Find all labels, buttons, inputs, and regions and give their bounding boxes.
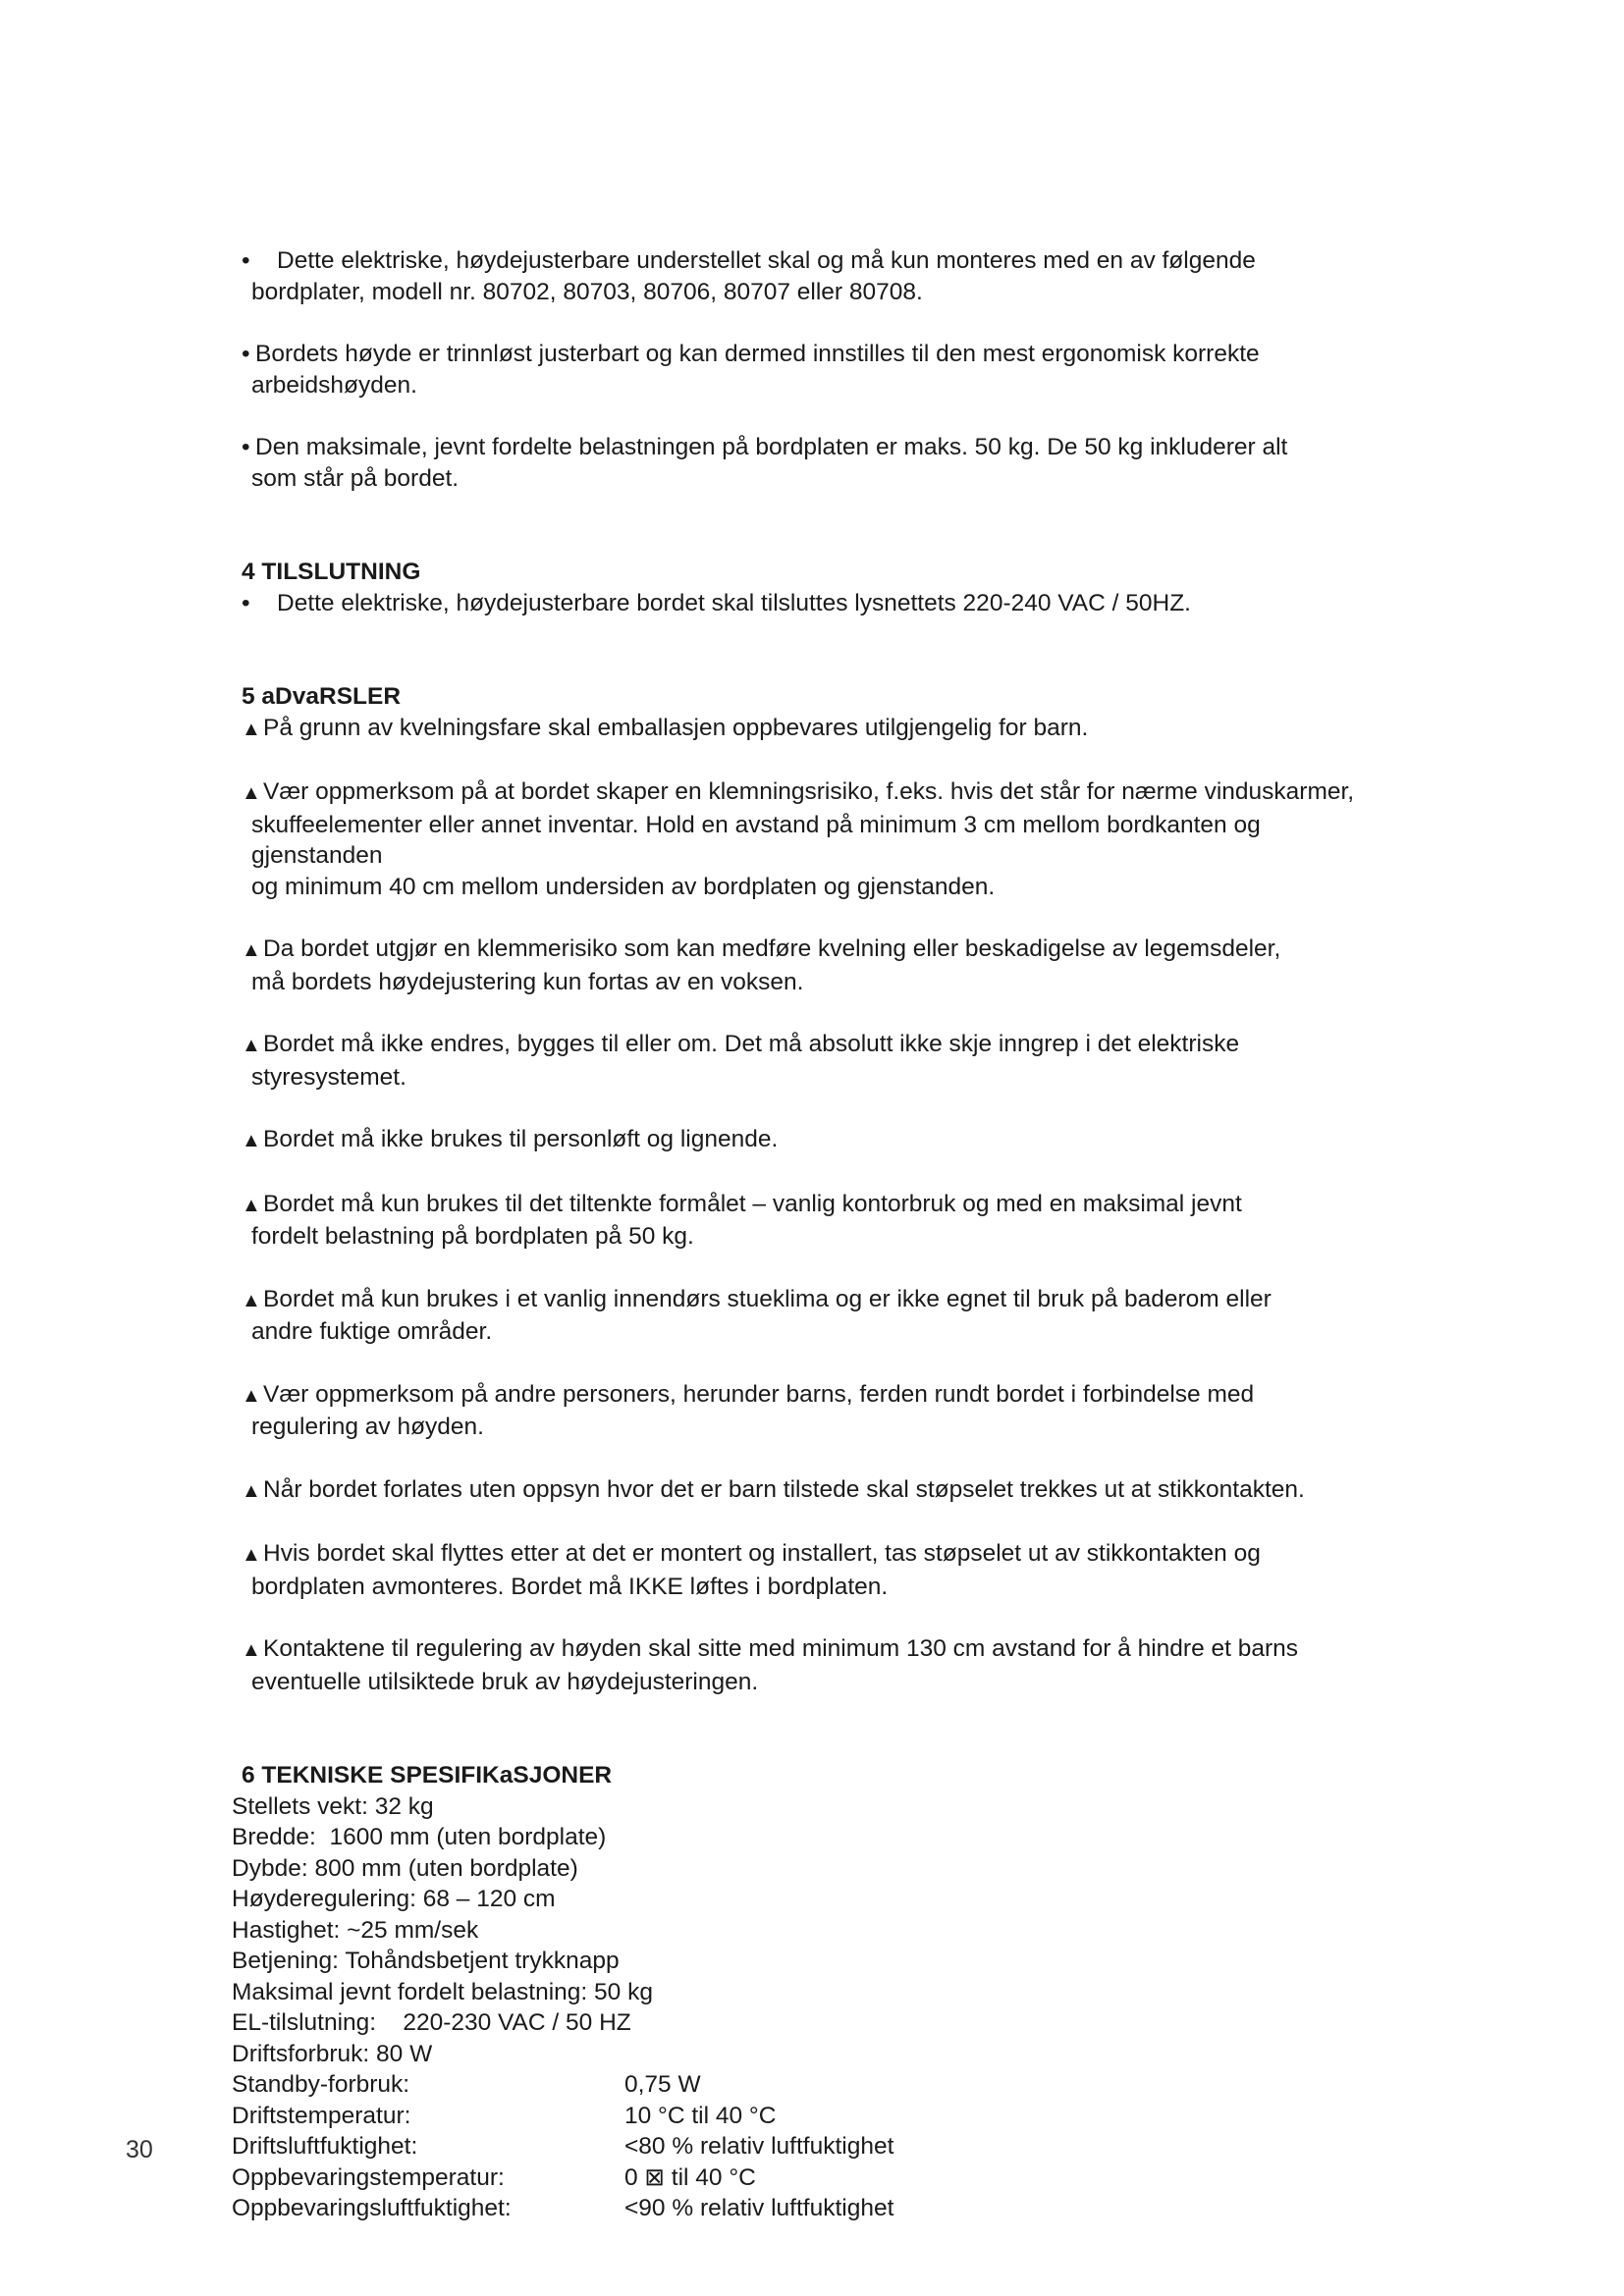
intro-item-text: Bordets høyde er trinnløst justerbart og kan dermed innstilles til den mest ergonomisk korrekte (255, 341, 1260, 367)
warning-triangle-icon: ▲ (242, 1384, 261, 1407)
spec-label: Hastighet: (232, 1916, 341, 1944)
warning-item (232, 1474, 1390, 1508)
warning-text-cont: eventuelle utilsiktede bruk av høydejusteringen. (251, 1668, 759, 1695)
spec-value: 800 mm (uten bordplate) (314, 1854, 578, 1882)
intro-item (232, 245, 1390, 307)
warning-text: Kontaktene til regulering av høyden skal sitte med minimum 130 cm avstand for å hindre et barns (263, 1635, 1299, 1662)
page-number: 30 (126, 2136, 153, 2163)
spec-value: Tohåndsbetjent trykknapp (345, 1948, 620, 1974)
warning-triangle-icon: ▲ (242, 1639, 261, 1661)
warning-text-cont: må bordets høydejustering kun fortas av en voksen. (251, 968, 804, 995)
warning-text: Bordet må kun brukes til det tiltenkte formålet – vanlig kontorbruk og med en maksimal jevnt (263, 1190, 1242, 1217)
spec-value: 0,75 W (624, 2071, 701, 2098)
warning-item (232, 1379, 1390, 1443)
spec-value: ~25 mm/sek (347, 1916, 479, 1944)
spec-label: Høyderegulering: (232, 1886, 416, 1912)
warning-item (232, 1538, 1390, 1602)
warning-text-cont: skuffeelementer eller annet inventar. Hold en avstand på minimum 3 cm mellom bordkanten og gjenstanden (251, 811, 1261, 869)
spec-row (232, 1822, 1390, 1853)
warning-item (232, 1189, 1390, 1253)
warning-text: Når bordet forlates uten oppsyn hvor det er barn tilstede skal støpselet trekkes ut at stikkontakten. (263, 1475, 1305, 1503)
warning-triangle-icon: ▲ (242, 1194, 261, 1216)
intro-item-text: Dette elektriske, høydejusterbare understellet skal og må kun monteres med en av følgende (277, 247, 1256, 274)
warning-text: På grunn av kvelningsfare skal emballasjen oppbevares utilgjengelig for barn. (263, 714, 1089, 741)
warning-item (232, 1284, 1390, 1348)
warning-triangle-icon: ▲ (242, 782, 261, 804)
spec-label: Maksimal jevnt fordelt belastning: (232, 1978, 588, 2005)
bullet-icon: • (242, 341, 250, 367)
spec-value: 68 – 120 cm (422, 1886, 556, 1912)
intro-item-text: Den maksimale, jevnt fordelte belastningen på bordplaten er maks. 50 kg. De 50 kg inkluderer alt (255, 434, 1288, 460)
spec-row (232, 2193, 1390, 2224)
bullet-icon: • (242, 589, 250, 616)
spec-value: <80 % relativ luftfuktighet (624, 2133, 894, 2160)
intro-item (232, 432, 1390, 494)
spec-label: Driftstemperatur: (232, 2102, 411, 2129)
intro-item-text-cont: arbeidshøyden. (251, 371, 417, 399)
spec-row (232, 2163, 1390, 2194)
warning-triangle-icon: ▲ (242, 939, 261, 961)
spec-label: Driftsluftfuktighet: (232, 2133, 418, 2160)
spec-row (232, 2007, 1390, 2039)
warning-item (232, 1124, 1390, 1157)
warning-triangle-icon: ▲ (242, 1544, 261, 1566)
tilslutning-item (232, 588, 1390, 619)
spec-row (232, 2039, 1390, 2070)
section-heading-tilslutning: 4 TILSLUTNING (242, 559, 421, 585)
spec-row (232, 1853, 1390, 1885)
warning-text-cont: fordelt belastning på bordplaten på 50 kg. (251, 1223, 694, 1250)
intro-item-text-cont: bordplater, modell nr. 80702, 80703, 80706, 80707 eller 80708. (251, 278, 923, 305)
warning-text: Bordet må kun brukes i et vanlig innendørs stueklima og er ikke egnet til bruk på baderom eller (263, 1285, 1272, 1312)
spec-row (232, 1884, 1390, 1915)
spec-row (232, 1915, 1390, 1947)
spec-label: Oppbevaringsluftfuktighet: (232, 2195, 512, 2221)
warning-text-cont: regulering av høyden. (251, 1414, 484, 1440)
spec-value: 10 °C til 40 °C (624, 2102, 777, 2129)
intro-item-text-cont: som står på bordet. (251, 464, 460, 492)
spec-value: 220-230 VAC / 50 HZ (403, 2009, 631, 2036)
warning-item (232, 934, 1390, 997)
warning-triangle-icon: ▲ (242, 1130, 261, 1151)
spec-label: Oppbevaringstemperatur: (232, 2163, 505, 2191)
spec-row (232, 2069, 1390, 2101)
spec-label: Stellets vekt: (232, 1792, 368, 1820)
spec-label: Betjening: (232, 1948, 339, 1974)
warning-text-cont: andre fuktige områder. (251, 1318, 493, 1345)
spec-value: 1600 mm (uten bordplate) (329, 1824, 607, 1850)
warning-item (232, 713, 1390, 746)
warning-text: Bordet må ikke brukes til personløft og lignende. (263, 1126, 779, 1152)
warning-triangle-icon: ▲ (242, 1479, 261, 1502)
spec-value: <90 % relativ luftfuktighet (624, 2195, 894, 2221)
spec-label: Dybde: (232, 1854, 308, 1882)
spec-label: EL-tilslutning: (232, 2009, 377, 2036)
spec-value: 50 kg (594, 1978, 653, 2005)
warning-item (232, 776, 1390, 902)
spec-value: 32 kg (374, 1792, 434, 1820)
tilslutning-item-text: Dette elektriske, høydejusterbare bordet skal tilsluttes lysnettets 220-240 VAC / 50HZ. (277, 589, 1191, 616)
warning-text-cont: styresystemet. (251, 1063, 406, 1091)
spec-value: 80 W (376, 2040, 433, 2067)
spec-table (232, 2069, 1390, 2224)
spec-label: Standby-forbruk: (232, 2071, 410, 2098)
spec-list (232, 1791, 1390, 2070)
spec-row (232, 1977, 1390, 2008)
spec-label: Bredde: (232, 1824, 316, 1850)
spec-row (232, 2101, 1390, 2132)
warning-text: Hvis bordet skal flyttes etter at det er montert og installert, tas støpselet ut av stikkontakten og (263, 1540, 1261, 1567)
warning-text-cont: og minimum 40 cm mellom undersiden av bordplaten og gjenstanden. (251, 873, 996, 900)
intro-item (232, 339, 1390, 400)
warning-text: Da bordet utgjør en klemmerisiko som kan medføre kvelning eller beskadigelse av legemsdeler, (263, 935, 1281, 962)
warning-triangle-icon: ▲ (242, 1035, 261, 1056)
spec-label: Driftsforbruk: (232, 2040, 370, 2067)
spec-row (232, 2131, 1390, 2163)
page-content (232, 245, 1390, 2224)
warning-triangle-icon: ▲ (242, 1289, 261, 1311)
bullet-icon: • (242, 247, 250, 274)
bullet-icon: • (242, 434, 250, 460)
spec-value: 0 ⊠ til 40 °C (624, 2163, 756, 2191)
warning-text: Vær oppmerksom på at bordet skaper en klemningsrisiko, f.eks. hvis det står for nærme vinduskarmer, (263, 778, 1355, 805)
spec-row (232, 1946, 1390, 1977)
section-heading-advarsler: 5 aDvaRSLER (242, 683, 402, 710)
warning-triangle-icon: ▲ (242, 718, 261, 740)
spec-row (232, 1791, 1390, 1823)
warning-text: Vær oppmerksom på andre personers, herunder barns, ferden rundt bordet i forbindelse med (263, 1380, 1255, 1408)
warning-item (232, 1633, 1390, 1697)
warning-text-cont: bordplaten avmonteres. Bordet må IKKE løftes i bordplaten. (251, 1573, 889, 1600)
section-heading-tekniske-spesifikasjoner: 6 TEKNISKE SPESIFIKaSJONER (242, 1762, 613, 1789)
warning-item (232, 1029, 1390, 1093)
warning-text: Bordet må ikke endres, bygges til eller om. Det må absolutt ikke skje inngrep i det elektriske (263, 1031, 1240, 1057)
